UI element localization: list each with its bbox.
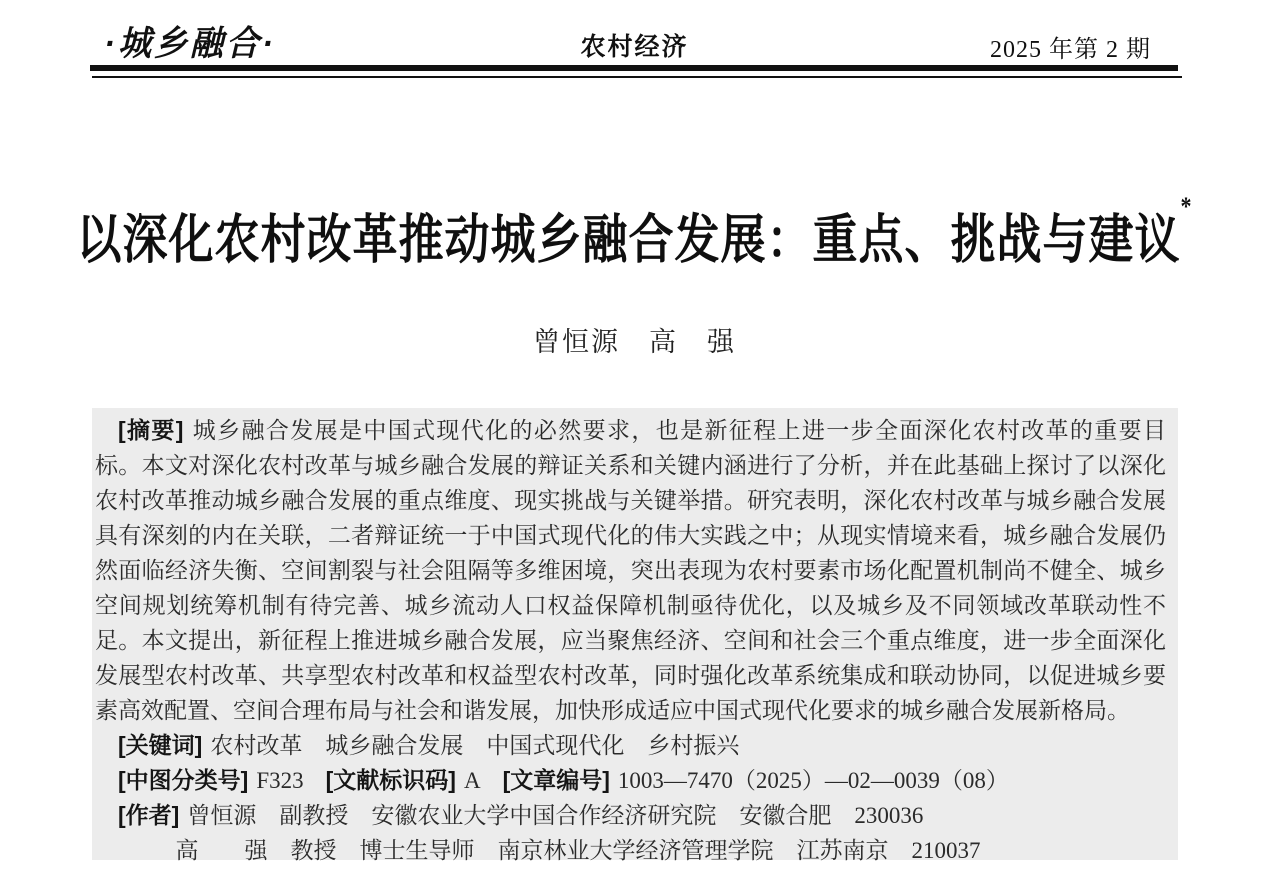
abstract-line: 标。本文对深化农村改革与城乡融合发展的辩证关系和关键内涵进行了分析，并在此基础上探讨了以深化	[95, 453, 1166, 478]
keywords-text: 农村改革 城乡融合发展 中国式现代化 乡村振兴	[210, 733, 740, 758]
abstract-line	[95, 413, 1166, 448]
issue-number: 2025 年第 2 期	[990, 37, 1151, 63]
author-info-line-1	[95, 798, 1166, 833]
author-info-line-2: 高 强 教授 博士生导师 南京林业大学经济管理学院 江苏南京 210037	[175, 838, 981, 863]
abstract-block	[92, 408, 1178, 863]
doc-code-value: A	[463, 768, 481, 793]
column-label: ·城乡融合·	[104, 23, 276, 63]
classification-line	[95, 763, 1166, 798]
article-id-value: 1003—7470（2025）—02—0039（08）	[617, 768, 1009, 793]
clc-value: F323	[256, 768, 304, 793]
keywords-line	[95, 728, 1166, 763]
header-rule-thick	[90, 65, 1178, 71]
author-info-1: 曾恒源 副教授 安徽农业大学中国合作经济研究院 安徽合肥 230036	[187, 803, 924, 828]
byline: 曾恒源 高 强	[533, 327, 736, 357]
article-title	[0, 191, 1269, 273]
abstract-line: 然面临经济失衡、空间割裂与社会阻隔等多维困境，突出表现为农村要素市场化配置机制尚不健全、城乡	[95, 558, 1166, 583]
journal-section-title: 农村经济	[580, 34, 689, 61]
article-id-label: [文章编号]	[502, 767, 610, 793]
author-label: [作者]	[118, 802, 180, 828]
title-footnote-mark: *	[1180, 191, 1193, 221]
clc-label: [中图分类号]	[118, 767, 249, 793]
abstract-text: 城乡融合发展是中国式现代化的必然要求，也是新征程上进一步全面深化农村改革的重要目	[191, 418, 1167, 443]
article-title-text: 以深化农村改革推动城乡融合发展：重点、挑战与建议	[76, 210, 1181, 270]
doc-code-label: [文献标识码]	[325, 767, 456, 793]
abstract-line: 素高效配置、空间合理布局与社会和谐发展，加快形成适应中国式现代化要求的城乡融合发展新格局。	[95, 698, 1130, 723]
abstract-line: 发展型农村改革、共享型农村改革和权益型农村改革，同时强化改革系统集成和联动协同，以促进城乡要	[95, 663, 1166, 688]
abstract-label: [摘要]	[118, 417, 184, 443]
abstract-line: 农村改革推动城乡融合发展的重点维度、现实挑战与关键举措。研究表明，深化农村改革与城乡融合发展	[95, 488, 1166, 513]
abstract-line: 具有深刻的内在关联，二者辩证统一于中国式现代化的伟大实践之中；从现实情境来看，城乡融合发展仍	[95, 523, 1166, 548]
abstract-line: 空间规划统筹机制有待完善、城乡流动人口权益保障机制亟待优化，以及城乡及不同领域改革联动性不	[95, 593, 1166, 618]
header-rule-thin	[92, 76, 1182, 78]
abstract-line: 足。本文提出，新征程上推进城乡融合发展，应当聚焦经济、空间和社会三个重点维度，进一步全面深化	[95, 628, 1166, 653]
keywords-label: [关键词]	[118, 732, 203, 758]
